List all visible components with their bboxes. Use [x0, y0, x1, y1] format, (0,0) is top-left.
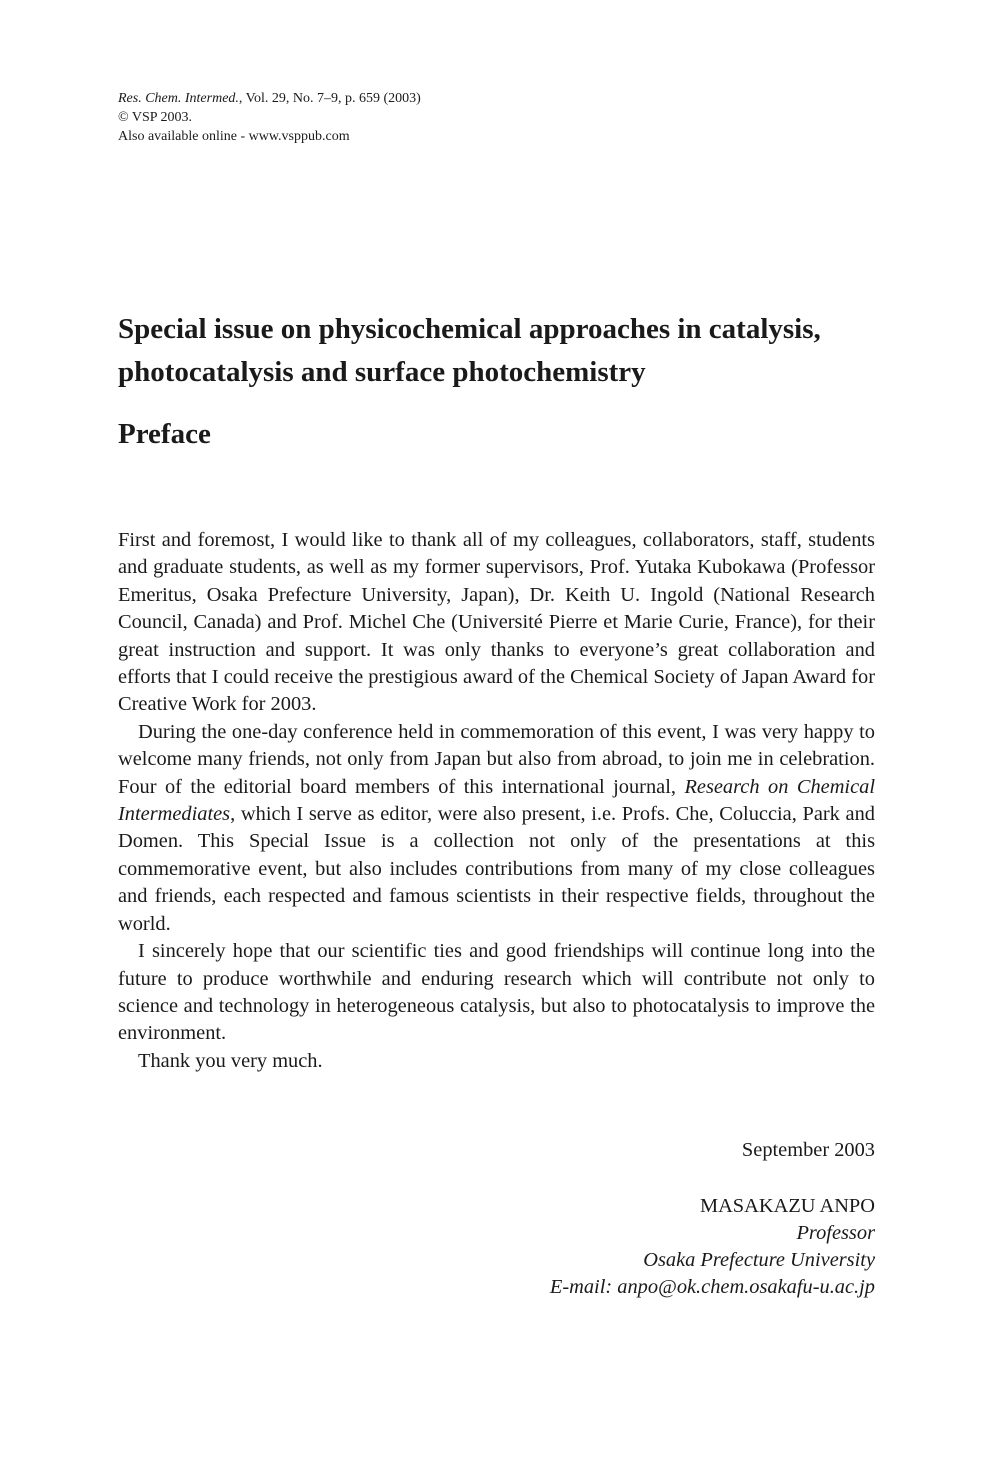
paragraph-2-text-b: , which I serve as editor, were also present, i.e. Profs. Che, Coluccia, Park and Domen. This Special Issue is a collection not only of the presentations at this commemorative event, but also includes contributions from many of my close colleagues and friends, each respected and famous scientists in their respective fields, throughout the world.: [118, 803, 875, 935]
author-name: MASAKAZU ANPO: [699, 1195, 875, 1217]
body-paragraph-2: [118, 719, 875, 938]
author-position: Professor: [796, 1222, 875, 1244]
body-paragraph-4: Thank you very much.: [138, 1049, 323, 1072]
author-email: E-mail: anpo@ok.chem.osakafu-u.ac.jp: [549, 1276, 875, 1298]
preface-body: [118, 527, 875, 1075]
author-affiliation: Osaka Prefecture University: [643, 1249, 875, 1271]
page-title: [118, 308, 878, 394]
journal-abbreviation: Res. Chem. Intermed.: [118, 91, 239, 106]
copyright-line: © VSP 2003.: [118, 110, 193, 125]
preface-heading: Preface: [118, 418, 211, 450]
journal-name: Research on Chemical Intermediates: [118, 775, 875, 826]
online-availability: Also available online - www.vsppub.com: [118, 129, 350, 144]
body-paragraph-1: First and foremost, I would like to thank all of my colleagues, collaborators, staff, students and graduate students, as well as my former supervisors, Prof. Yutaka Kubokawa (Professor Emeritus, Osaka Prefecture University, Japan), Dr. Keith U. Ingold (National Research Council, Canada) and Prof. Michel Che (Université Pierre et Marie Curie, France), for their great instruction and support. It was only thanks to everyone’s great collaboration and efforts that I could receive the prestigious award of the Chemical Society of Japan Award for Creative Work for 2003.: [118, 529, 875, 716]
title-line-1: Special issue on physicochemical approaches in catalysis,: [118, 313, 821, 345]
signature-date: September 2003: [741, 1139, 875, 1161]
paragraph-2-text-a: During the one-day conference held in commemoration of this event, I was very happy to welcome many friends, not only from Japan but also from abroad, to join me in celebration. Four of the editorial board members of this international journal,: [118, 720, 875, 798]
signature-block: [550, 1137, 875, 1301]
title-line-2: photocatalysis and surface photochemistry: [118, 356, 646, 388]
citation-details: , Vol. 29, No. 7–9, p. 659 (2003): [238, 91, 421, 106]
body-paragraph-3: I sincerely hope that our scientific ties and good friendships will continue long into the future to produce worthwhile and enduring research which will contribute not only to science and technology in heterogeneous catalysis, but also to photocatalysis to improve the environment.: [118, 940, 875, 1045]
citation-line: [118, 89, 421, 108]
citation-header: [118, 89, 421, 146]
